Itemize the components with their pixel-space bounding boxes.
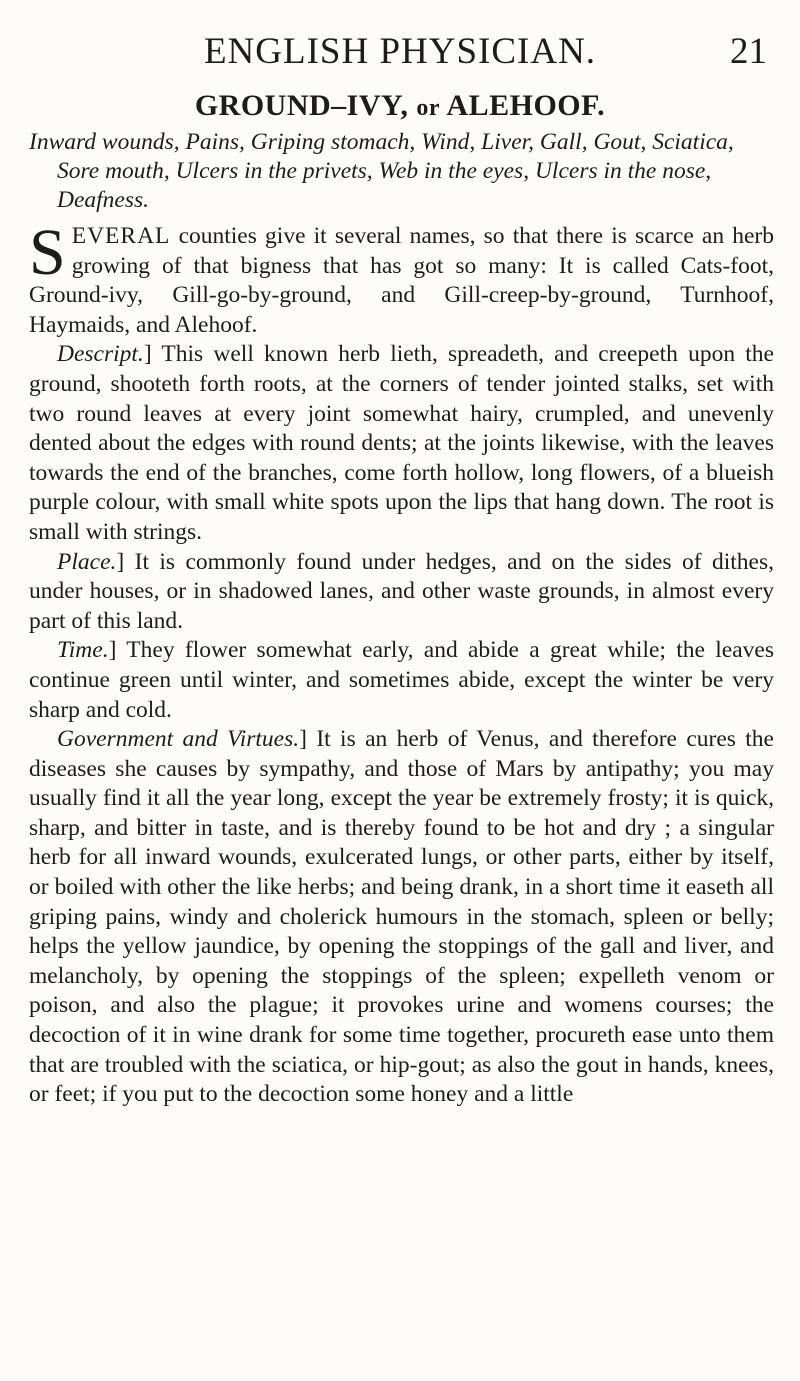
government-paragraph [29,725,774,1110]
intro-caps: EVERAL [71,223,171,249]
section-title [0,89,800,123]
place-text: ] It is commonly found under hedges, and on the sides of dithes, under houses, or in shadowed lanes, and other waste grounds, in almost every part of this land. [29,548,774,634]
place-paragraph [29,548,774,637]
descript-label: Descript. [57,341,144,368]
section-title-main: GROUND–IVY, [194,89,409,122]
running-head-title: ENGLISH PHYSICIAN. [203,31,597,72]
government-text: ] It is an herb of Venus, and therefore cures the diseases she causes by sympathy, and those of Mars by antipathy; you may usually find it all the year long, except the year be extremely frosty; it is quick, sharp, and bitter in taste, and is thereby found to be hot and dry ; a singular herb for all inward wounds, exulcerated lungs, or other parts, either by itself, or boiled with other the like herbs; and being drank, in a short time it easeth all griping pains, windy and cholerick humours in the stomach, spleen or belly; helps the yellow jaundice, by opening the stoppings of the gall and liver, and melancholy, by opening the stoppings of the spleen; expelleth venom or poison, and also the plague; it provokes urine and womens courses; the decoction of it in wine drank for some time together, procureth ease unto them that are troubled with the sciatica, or hip-gout; as also the gout in hands, knees, or feet; if you put to the decoction some honey and a little [29,726,774,1108]
intro-text: counties give it several names, so that there is scarce an herb growing of that bigness that has got so many: It is called Cats-foot, Ground-ivy, Gill-go-by-ground, and Gill-creep-by-ground, Turnhoof, Haymaids, and Alehoof. [29,223,774,338]
government-label: Government and Virtues. [57,726,300,753]
topics-list: Inward wounds, Pains, Griping stomach, Wind, Liver, Gall, Gout, Sciatica, Sore mouth, Ulcers in the privets, Web in the eyes, Ulcers in the nose, Deafness. [29,129,734,213]
place-label: Place. [57,548,117,575]
time-paragraph [29,636,774,725]
time-text: ] They flower somewhat early, and abide a great while; the leaves continue green until winter, and sometimes abide, except the winter be very sharp and cold. [29,637,774,723]
intro-paragraph [29,216,774,340]
drop-cap: S [29,216,66,289]
page-number: 21 [730,31,767,72]
descript-paragraph [29,340,774,547]
running-head [0,30,800,80]
descript-text: ] This well known herb lieth, spreadeth, and creepeth upon the ground, shooteth forth roots, at the corners of tender jointed stalks, set with two round leaves at every joint somewhat hairy, crumpled, and unevenly dented about the edges with round dents; at the joints likewise, with the leaves towards the end of the branches, come forth hollow, long flowers, of a blueish purple colour, with small white spots upon the lips that hang down. The root is small with strings. [29,341,774,545]
section-title-alt: ALEHOOF. [446,89,606,122]
section-title-or: or [416,95,441,121]
body-text [29,216,774,1110]
time-label: Time. [57,637,109,664]
